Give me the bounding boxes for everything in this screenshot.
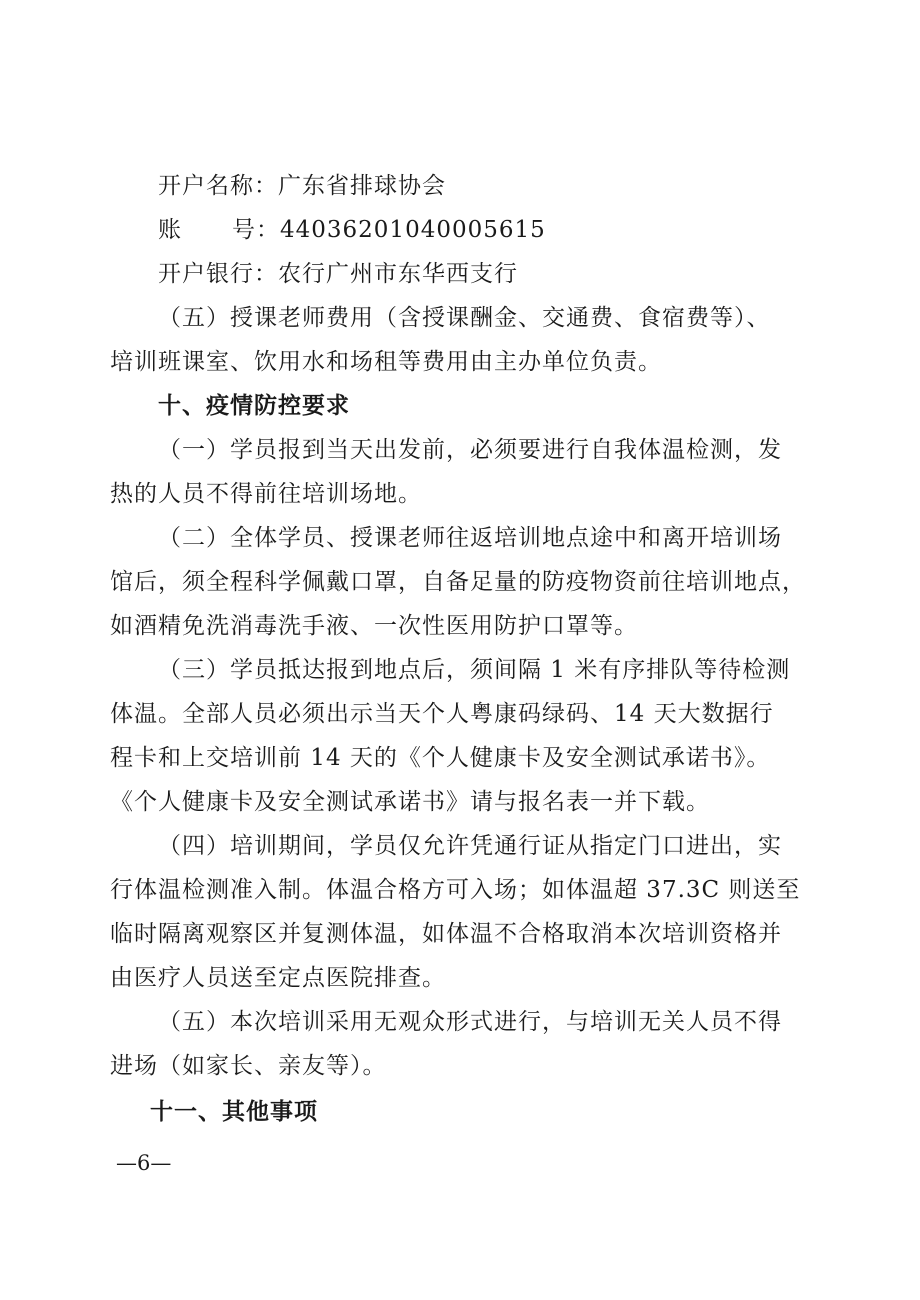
section10-p4-line1: （四）培训期间，学员仅允许凭通行证从指定门口进出，实 — [158, 833, 782, 859]
section11-heading: 十一、其他事项 — [150, 1099, 318, 1125]
section10-p4-line2: 行体温检测准入制。体温合格方可入场；如体温超 37.3C 则送至 — [110, 877, 801, 903]
account-name-line — [158, 164, 446, 208]
section10-p3-line3: 程卡和上交培训前 14 天的《个人健康卡及安全测试承诺书》。 — [110, 745, 771, 771]
section10-p5-line1: （五）本次培训采用无观众形式进行，与培训无关人员不得 — [158, 1009, 782, 1035]
section10-p5-line2: 进场（如家长、亲友等）。 — [110, 1053, 387, 1079]
fee-paragraph-line1: （五）授课老师费用（含授课酬金、交通费、食宿费等）、 — [158, 305, 771, 331]
section10-p1-line1: （一）学员报到当天出发前，必须要进行自我体温检测，发 — [158, 437, 782, 463]
page-number: —6— — [116, 1151, 172, 1175]
section10-p1-line2: 热的人员不得前往培训场地。 — [110, 481, 422, 507]
account-number-line — [158, 208, 546, 252]
section10-p2-line1: （二）全体学员、授课老师往返培训地点途中和离开培训场 — [158, 525, 782, 551]
section10-p2-line2: 馆后，须全程科学佩戴口罩，自备足量的防疫物资前往培训地点， — [110, 569, 806, 595]
account-bank-line — [158, 252, 518, 296]
account-name-value: 广东省排球协会 — [278, 173, 446, 199]
section10-p3-line4: 《个人健康卡及安全测试承诺书》请与报名表一并下载。 — [110, 789, 710, 815]
account-bank-label: 开户银行： — [158, 261, 278, 287]
section10-p3-line2: 体温。全部人员必须出示当天个人粤康码绿码、14 天大数据行 — [110, 701, 774, 727]
section10-p3-line1: （三）学员抵达报到地点后，须间隔 1 米有序排队等待检测 — [158, 657, 791, 683]
section10-p2-line3: 如酒精免洗消毒洗手液、一次性医用防护口罩等。 — [110, 613, 638, 639]
account-name-label: 开户名称： — [158, 173, 278, 199]
account-number-value: 44036201040005615 — [280, 217, 546, 243]
account-number-label-part1: 账 — [158, 217, 182, 243]
account-number-label-part2: 号： — [232, 217, 280, 243]
section10-p4-line3: 临时隔离观察区并复测体温，如体温不合格取消本次培训资格并 — [110, 921, 782, 947]
account-bank-value: 农行广州市东华西支行 — [278, 261, 518, 287]
section10-heading: 十、疫情防控要求 — [158, 393, 350, 419]
fee-paragraph-line2: 培训班课室、饮用水和场租等费用由主办单位负责。 — [110, 349, 662, 375]
section10-p4-line4: 由医疗人员送至定点医院排查。 — [110, 965, 446, 991]
